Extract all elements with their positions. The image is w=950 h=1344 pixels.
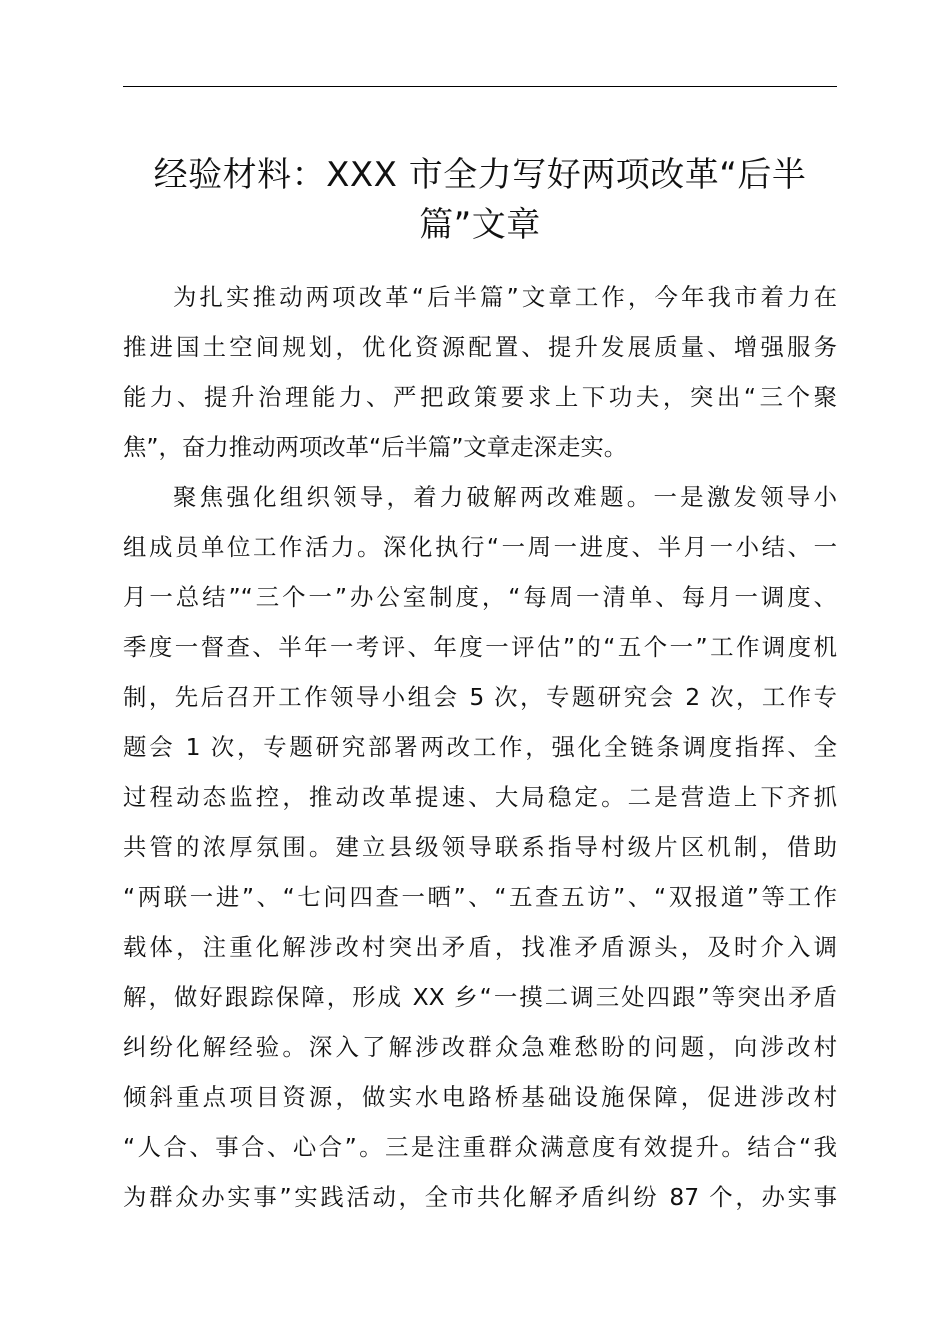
text-line: 能力、提升治理能力、严把政策要求上下功夫，突出“三个聚 bbox=[123, 383, 837, 411]
document-body bbox=[123, 272, 837, 1222]
paragraph-2 bbox=[123, 472, 837, 1222]
text-line: 解，做好跟踪保障，形成 XX 乡“一摸二调三处四跟”等突出矛盾 bbox=[123, 983, 837, 1011]
text-line: 共管的浓厚氛围。建立县级领导联系指导村级片区机制，借助 bbox=[123, 833, 837, 861]
paragraph-1 bbox=[123, 272, 837, 472]
text-line: 为扎实推动两项改革“后半篇”文章工作，今年我市着力在 bbox=[173, 283, 837, 311]
text-line: 载体，注重化解涉改村突出矛盾，找准矛盾源头，及时介入调 bbox=[123, 933, 837, 961]
title-line: 篇”文章 bbox=[419, 205, 541, 245]
text-line: “两联一进”、“七问四查一晒”、“五查五访”、“双报道”等工作 bbox=[123, 883, 837, 911]
text-line: 月一总结”“三个一”办公室制度，“每周一清单、每月一调度、 bbox=[123, 583, 837, 611]
text-line: 季度一督查、半年一考评、年度一评估”的“五个一”工作调度机 bbox=[123, 633, 837, 661]
top-divider bbox=[123, 86, 837, 87]
document-title bbox=[123, 150, 837, 250]
title-line: 经验材料：XXX 市全力写好两项改革“后半 bbox=[153, 155, 807, 195]
text-line: 倾斜重点项目资源，做实水电路桥基础设施保障，促进涉改村 bbox=[123, 1083, 837, 1111]
text-line: 制，先后召开工作领导小组会 5 次，专题研究会 2 次，工作专 bbox=[123, 683, 837, 711]
text-line: 组成员单位工作活力。深化执行“一周一进度、半月一小结、一 bbox=[123, 533, 837, 561]
text-line: 纠纷化解经验。深入了解涉改群众急难愁盼的问题，向涉改村 bbox=[123, 1033, 837, 1061]
text-line: 推进国土空间规划，优化资源配置、提升发展质量、增强服务 bbox=[123, 333, 837, 361]
text-line: 题会 1 次，专题研究部署两改工作，强化全链条调度指挥、全 bbox=[123, 733, 837, 761]
text-line: 过程动态监控，推动改革提速、大局稳定。二是营造上下齐抓 bbox=[123, 783, 837, 811]
text-line: 焦”，奋力推动两项改革“后半篇”文章走深走实。 bbox=[123, 433, 628, 461]
text-line: 聚焦强化组织领导，着力破解两改难题。一是激发领导小 bbox=[173, 483, 837, 511]
text-line: “人合、事合、心合”。三是注重群众满意度有效提升。结合“我 bbox=[123, 1133, 837, 1161]
text-line: 为群众办实事”实践活动，全市共化解矛盾纠纷 87 个，办实事 bbox=[123, 1183, 837, 1211]
